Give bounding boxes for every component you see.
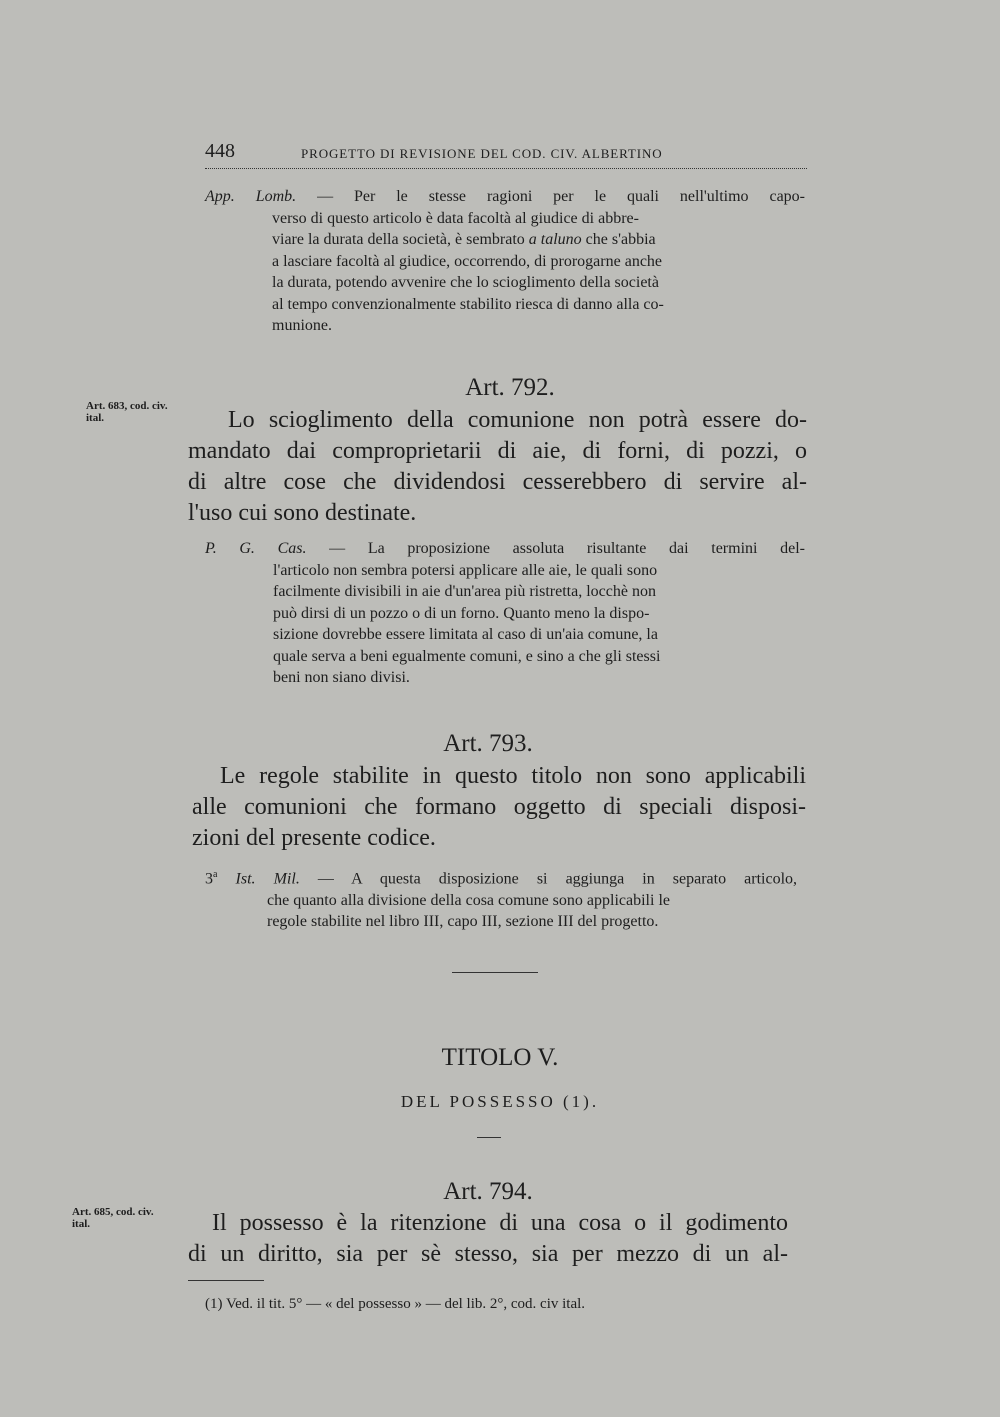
note-line: al tempo convenzionalmente stabilito riesca di danno alla co- bbox=[272, 295, 664, 313]
title-heading: TITOLO V. bbox=[441, 1044, 559, 1071]
article-792-heading: Art. 792. bbox=[465, 374, 555, 401]
note-line: la durata, potendo avvenire che lo scioglimento della società bbox=[272, 274, 659, 291]
note-source: P. G. Cas. bbox=[205, 540, 307, 557]
commentary-p-g-cas bbox=[205, 538, 805, 689]
article-line: zioni del presente codice. bbox=[192, 825, 436, 851]
article-794-heading: Art. 794. bbox=[443, 1178, 533, 1205]
article-line: Il possesso è la ritenzione di una cosa o il godimento bbox=[212, 1210, 788, 1236]
note-line: beni non siano divisi. bbox=[273, 669, 410, 686]
title-divider bbox=[477, 1137, 501, 1138]
note-source: Ist. Mil. bbox=[235, 870, 300, 888]
note-line: verso di questo articolo è data facoltà al giudice di abbre- bbox=[272, 209, 639, 227]
note-line: quale serva a beni egualmente comuni, e sino a che gli stessi bbox=[273, 647, 661, 665]
commentary-ist-mil bbox=[205, 864, 797, 933]
note-first-line: App. Lomb. — Per le stesse ragioni per le quali nell'ultimo capo- bbox=[205, 188, 806, 205]
page-number: 448 bbox=[205, 140, 235, 162]
note-line: viare la durata della società, è sembrato a taluno che s'abbia bbox=[272, 231, 656, 248]
note-line: facilmente divisibili in aie d'un'area più ristretta, locchè non bbox=[273, 583, 656, 600]
margin-reference-792: Art. 683, cod. civ. ital. bbox=[86, 400, 168, 424]
note-line: munione. bbox=[272, 317, 332, 334]
footnote: (1) Ved. il tit. 5° — « del possesso » — del lib. 2°, cod. civ ital. bbox=[205, 1296, 586, 1312]
note-line: può dirsi di un pozzo o di un forno. Quanto meno la dispo- bbox=[273, 604, 650, 622]
section-divider bbox=[452, 972, 538, 973]
note-line: a lasciare facoltà al giudice, occorrendo, di prorogarne anche bbox=[272, 252, 663, 270]
footnote-rule bbox=[188, 1280, 264, 1281]
note-first-line: P. G. Cas. — La proposizione assoluta risultante dai termini del- bbox=[205, 540, 806, 557]
running-title: PROGETTO DI REVISIONE DEL COD. CIV. ALBERTINO bbox=[301, 146, 663, 161]
article-line: di un diritto, sia per sè stesso, sia per mezzo di un al- bbox=[188, 1241, 788, 1267]
article-792-text bbox=[188, 405, 807, 529]
note-line: sizione dovrebbe essere limitata al caso di un'aia comune, la bbox=[273, 626, 658, 643]
article-line: di altre cose che dividendosi cesserebbero di servire al- bbox=[188, 469, 807, 495]
note-line: che quanto alla divisione della cosa comune sono applicabili le bbox=[267, 891, 670, 909]
article-line: mandato dai comproprietarii di aie, di forni, di pozzi, o bbox=[188, 438, 807, 464]
commentary-app-lomb bbox=[205, 186, 805, 337]
article-794-text bbox=[188, 1208, 788, 1270]
page-header bbox=[205, 138, 807, 172]
emphasis: a taluno bbox=[528, 231, 582, 248]
article-793-heading: Art. 793. bbox=[443, 730, 533, 757]
note-line: l'articolo non sembra potersi applicare alle aie, le quali sono bbox=[273, 561, 658, 579]
article-line: alle comunioni che formano oggetto di speciali disposi- bbox=[192, 794, 806, 820]
margin-reference-794: Art. 685, cod. civ. ital. bbox=[72, 1206, 154, 1230]
header-rule bbox=[205, 168, 807, 169]
note-source: App. Lomb. bbox=[205, 188, 297, 205]
article-793-text bbox=[192, 761, 806, 854]
article-line: l'uso cui sono destinate. bbox=[188, 500, 417, 526]
article-line: Le regole stabilite in questo titolo non sono applicabili bbox=[220, 763, 806, 789]
title-subheading: DEL POSSESSO (1). bbox=[400, 1092, 600, 1111]
note-line: regole stabilite nel libro III, capo III, sezione III del progetto. bbox=[267, 913, 659, 931]
article-line: Lo scioglimento della comunione non potrà essere do- bbox=[228, 407, 807, 433]
note-first-line: 3$^a$ Ist. Mil. — A questa disposizione si aggiunga in separato articolo, bbox=[205, 869, 798, 888]
